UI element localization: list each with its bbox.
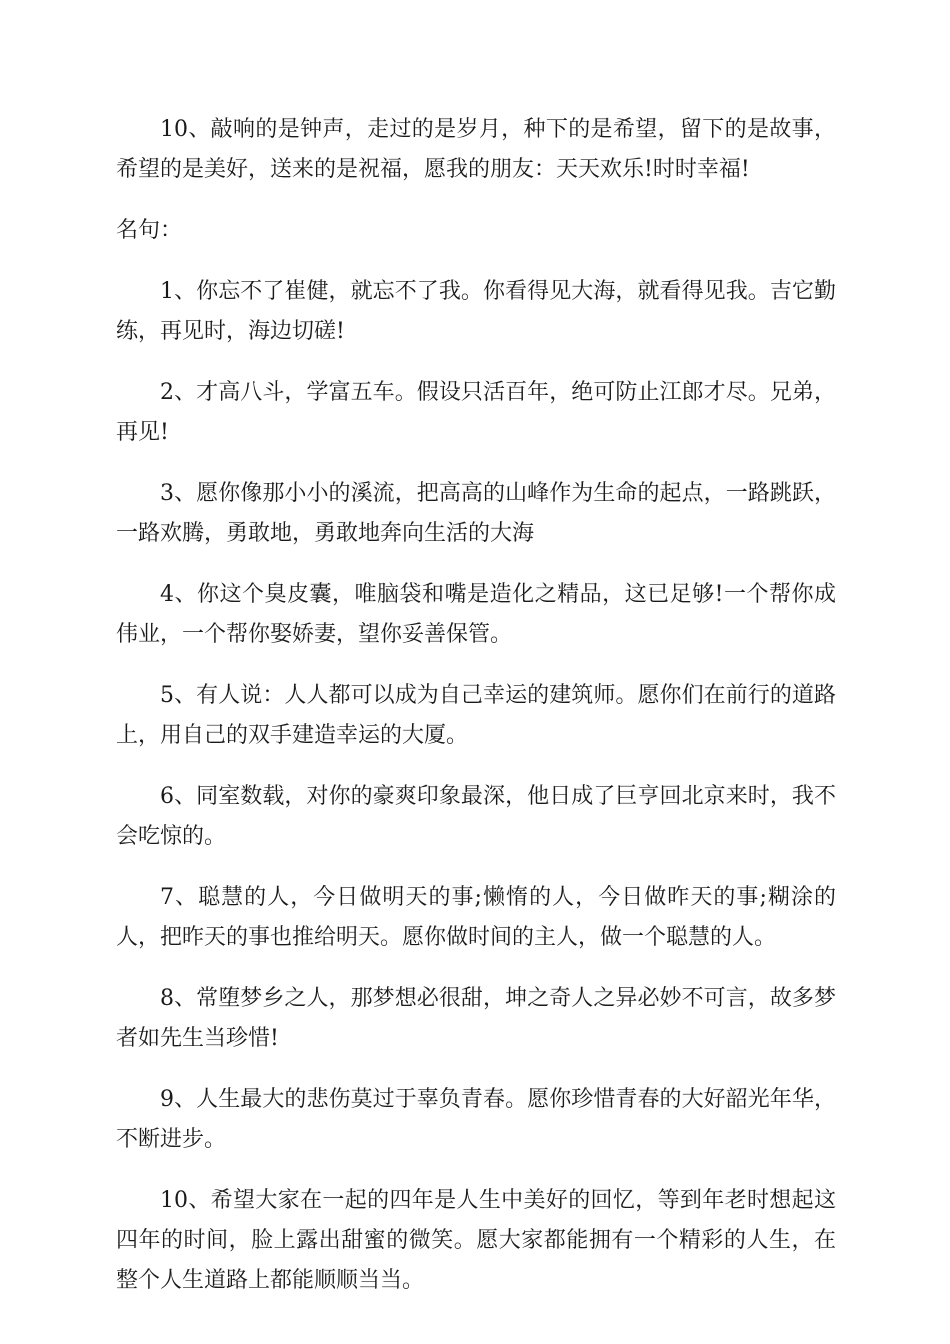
quote-paragraph: 1、你忘不了崔健，就忘不了我。你看得见大海，就看得见我。吉它勤练，再见时，海边切磋! [116, 279, 836, 344]
quote-paragraph: 6、同室数载，对你的豪爽印象最深，他日成了巨亨回北京来时，我不会吃惊的。 [116, 784, 836, 849]
quote-paragraph: 9、人生最大的悲伤莫过于辜负青春。愿你珍惜青春的大好韶光年华，不断进步。 [116, 1087, 836, 1152]
quote-paragraph: 10、希望大家在一起的四年是人生中美好的回忆，等到年老时想起这四年的时间，脸上露出甜蜜的微笑。愿大家都能拥有一个精彩的人生，在整个人生道路上都能顺顺当当。 [116, 1188, 836, 1293]
document-page [116, 110, 836, 1322]
quote-paragraph: 7、聪慧的人，今日做明天的事;懒惰的人，今日做昨天的事;糊涂的人，把昨天的事也推给明天。愿你做时间的主人，做一个聪慧的人。 [116, 885, 836, 950]
intro-paragraph: 10、敲响的是钟声，走过的是岁月，种下的是希望，留下的是故事，希望的是美好，送来的是祝福，愿我的朋友：天天欢乐!时时幸福! [116, 117, 836, 182]
quote-paragraph: 5、有人说：人人都可以成为自己幸运的建筑师。愿你们在前行的道路上，用自己的双手建造幸运的大厦。 [116, 683, 836, 748]
quote-paragraph: 4、你这个臭皮囊，唯脑袋和嘴是造化之精品，这已足够!一个帮你成伟业，一个帮你娶娇妻，望你妥善保管。 [116, 582, 836, 647]
quote-paragraph: 8、常堕梦乡之人，那梦想必很甜，坤之奇人之异必妙不可言，故多梦者如先生当珍惜! [116, 986, 836, 1051]
quote-paragraph: 3、愿你像那小小的溪流，把高高的山峰作为生命的起点，一路跳跃，一路欢腾，勇敢地，勇敢地奔向生活的大海 [116, 481, 836, 546]
quote-paragraph: 2、才高八斗，学富五车。假设只活百年，绝可防止江郎才尽。兄弟，再见! [116, 380, 836, 445]
section-heading: 名句： [116, 218, 183, 243]
